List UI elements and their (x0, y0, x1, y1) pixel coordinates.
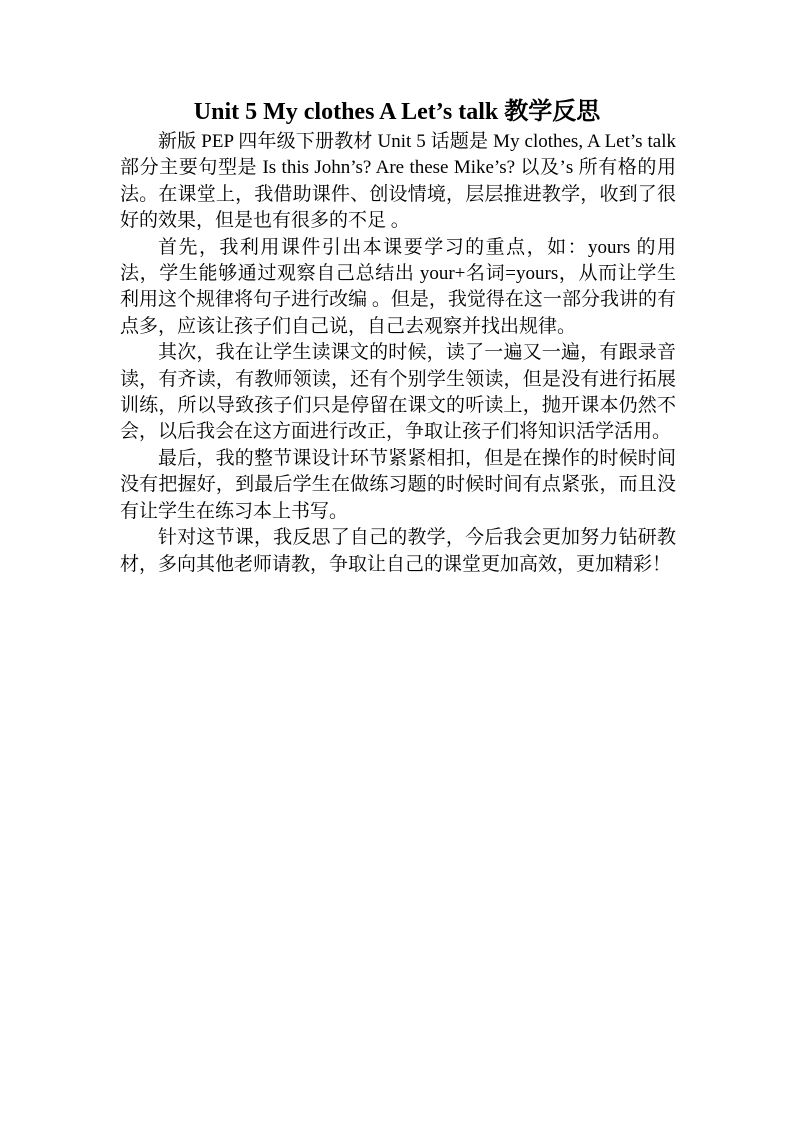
paragraph-first: 首先，我利用课件引出本课要学习的重点，如：yours 的用法，学生能够通过观察自己总结出 your+名词=yours，从而让学生利用这个规律将句子进行改编 。但是，我觉得在这一部分我讲的有点多，应该让孩子们自己说，自己去观察并找出规律。 (120, 236, 676, 337)
document-title: Unit 5 My clothes A Let’s talk 教学反思 (193, 99, 601, 125)
paragraph-conclusion: 针对这节课，我反思了自己的教学，今后我会更加努力钻研教材，多向其他老师请教，争取让自己的课堂更加高效，更加精彩！ (120, 527, 676, 575)
document-body (120, 129, 676, 578)
paragraph-intro: 新版 PEP 四年级下册教材 Unit 5 话题是 My clothes, A Let’s talk 部分主要句型是 Is this John’s? Are these Mike’s? 以及’s 所有格的用法。在课堂上，我借助课件、创设情境，层层推进教学，收到了很好的效果，但是也有很多的不足 。 (120, 131, 676, 232)
paragraph-last: 最后，我的整节课设计环节紧紧相扣，但是在操作的时候时间没有把握好，到最后学生在做练习题的时候时间有点紧张，而且没有让学生在练习本上书写。 (120, 447, 676, 522)
paragraph-second: 其次，我在让学生读课文的时候，读了一遍又一遍，有跟录音读，有齐读，有教师领读，还有个别学生领读，但是没有进行拓展训练，所以导致孩子们只是停留在课文的听读上，抛开课本仍然不会，以后我会在这方面进行改正，争取让孩子们将知识活学活用。 (120, 342, 676, 443)
